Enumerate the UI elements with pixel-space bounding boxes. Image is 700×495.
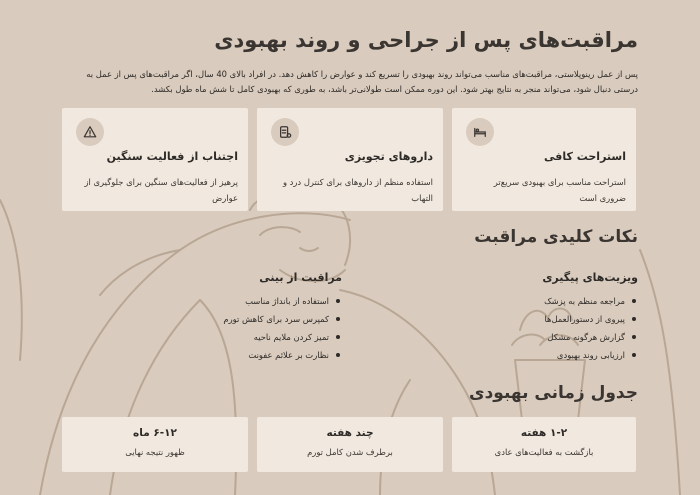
list-item: تمیز کردن ملایم ناحیه <box>223 328 342 346</box>
timeline-text: ظهور نتیجه نهایی <box>125 447 185 457</box>
timeline-period: ۱-۲ هفته <box>520 427 568 439</box>
card-text: پرهیز از فعالیت‌های سنگین برای جلوگیری از عوارض <box>84 177 238 203</box>
list-item: گزارش هرگونه مشکل <box>544 328 638 346</box>
card-text: استراحت مناسب برای بهبودی سریع‌تر ضروری است <box>493 177 626 203</box>
timeline-text: بازگشت به فعالیت‌های عادی <box>494 447 594 457</box>
timeline-text: برطرف شدن کامل تورم <box>307 447 393 457</box>
key-points-title: نکات کلیدی مراقبت <box>474 227 638 247</box>
timeline-period: ۶-۱۲ ماه <box>133 427 177 439</box>
page-title: مراقبت‌های پس از جراحی و روند بهبودی <box>214 28 638 52</box>
intro-paragraph: پس از عمل رینوپلاستی، مراقبت‌های مناسب می‌تواند روند بهبودی را تسریع کند و عوارض را کاهش دهد. در افراد بالای 40 سال، اگر مراقبت‌های پس از عمل به درستی دنبال شود، می‌تواند منجر به نتایج بهتر شود. این دوره ممکن است طولانی‌تر باشد، به طوری که بهبودی کامل تا شش ماه طول بکشد. <box>86 69 638 94</box>
list-item: استفاده از بانداژ مناسب <box>223 292 342 310</box>
timeline-card <box>452 417 636 472</box>
nose-care-list <box>223 292 342 364</box>
followup-list <box>544 292 638 364</box>
card-text: استفاده منظم از داروهای برای کنترل درد و التهاب <box>282 177 433 203</box>
list-item: ارزیابی روند بهبودی <box>544 346 638 364</box>
timeline-card <box>257 417 443 472</box>
timeline-card <box>62 417 248 472</box>
list-item: کمپرس سرد برای کاهش تورم <box>223 310 342 328</box>
list-item: مراجعه منظم به پزشک <box>544 292 638 310</box>
list-item: پیروی از دستورالعمل‌ها <box>544 310 638 328</box>
warning-icon <box>76 118 104 146</box>
nose-care-title: مراقبت از بینی <box>259 271 342 284</box>
card-medication <box>257 108 443 211</box>
card-rest <box>452 108 636 211</box>
card-avoid-activity <box>62 108 248 211</box>
medicine-icon <box>271 118 299 146</box>
followup-title: ویزیت‌های پیگیری <box>542 271 638 284</box>
bed-icon <box>466 118 494 146</box>
card-title: استراحت کافی <box>544 150 626 163</box>
timeline-title: جدول زمانی بهبودی <box>468 383 638 403</box>
timeline-period: چند هفته <box>326 427 374 439</box>
card-title: داروهای تجویزی <box>344 150 433 163</box>
list-item: نظارت بر علائم عفونت <box>223 346 342 364</box>
card-title: اجتناب از فعالیت سنگین <box>106 150 238 163</box>
